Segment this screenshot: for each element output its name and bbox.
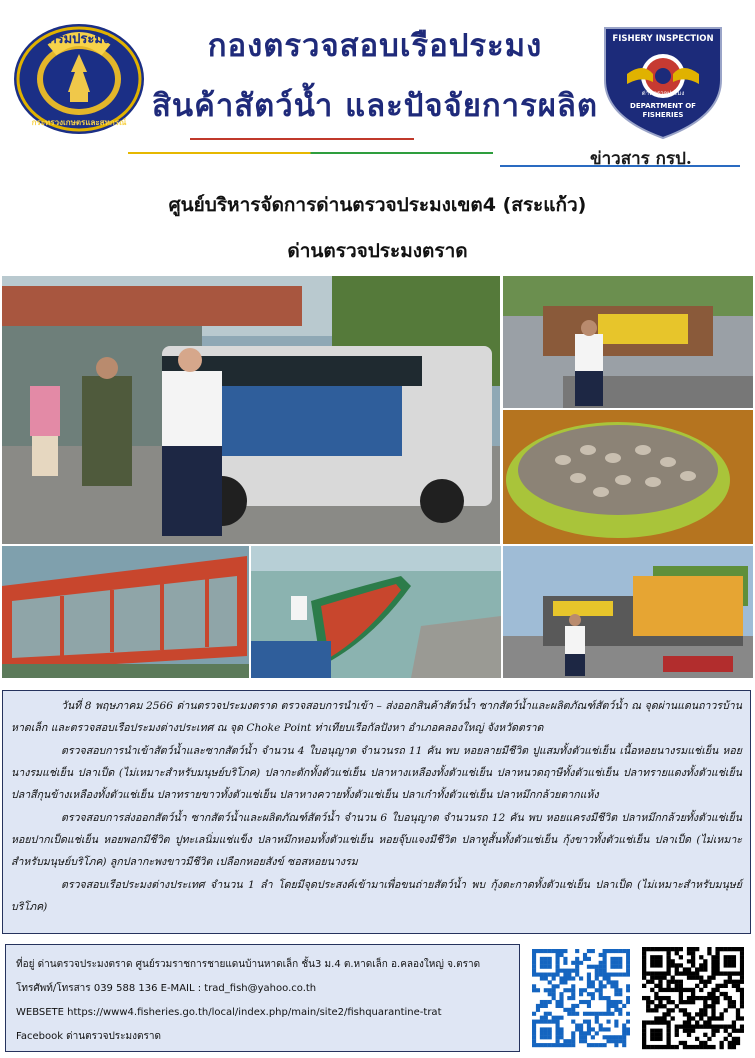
body-paragraph-3: ตรวจสอบการส่งออกสัตว์น้ำ ซากสัตว์น้ำและผลิตภัณฑ์สัตว์น้ำ จำนวน 6 ใบอนุญาต จำนวนรถ 12 คัน พบ หอยแครงมีชีวิต ปลาหมึกกล้วยทั้งตัวแช่เย็น หอยปากเป็ดแช่เย็น หอยพอกมีชีวิต ปูทะเลนิ่มแช่แข็ง ปลาหมึกหอมทั้งตัวแช่เย็น หอยจุ๊บแจงมีชีวิต ปลาทูสั้นทั้งตัวแช่เย็น กุ้งขาวทั้งตัวแช่เย็น ปลาเป็ด (ไม่เหมาะสำหรับมนุษย์บริโภค) ลูกปลากะพงขาวมีชีวิต เปลือกหอยสังข์ ซอสหอยนางรม [11,812,742,868]
body-paragraph-2: ตรวจสอบการนำเข้าสัตว์น้ำและซากสัตว์น้ำ จำนวน 4 ใบอนุญาต จำนวนรถ 11 คัน พบ หอยลายมีชีวิต ปูแสมทั้งตัวแช่เย็น เนื้อหอยนางรมแช่เย็น หอยนางรมแช่เย็น ปลาเป็ด (ไม่เหมาะสำหรับมนุษย์บริโภค) ปลากะตักทั้งตัวแช่เย็น ปลาหางเหลืองทั้งตัวแช่เย็น ปลาหนวดฤาษีทั้งตัวแช่เย็น ปลาทรายแดงทั้งตัวแช่เย็น ปลาสีกุนข้างเหลืองทั้งตัวแช่เย็น ปลาทรายขาวทั้งตัวแช่เย็น ปลาหางควายทั้งตัวแช่เย็น ปลาเก๋าทั้งตัวแช่เย็น ปลาหมึกกล้วยตากแห้ง [11,745,742,801]
news-body [2,690,751,934]
logo-top-text: กรมประมง [48,32,110,47]
subtitle-line1: ศูนย์บริหารจัดการด่านตรวจประมงเขต4 (สระแก้ว) [168,194,587,216]
badge-bottom-text: DEPARTMENT OF FISHERIES [630,102,696,119]
decor-line-yellow-green [128,152,493,154]
address-text: ที่อยู่ ด่านตรวจประมงตราด ศูนย์รวมราชการชายแดนบ้านหาดเล็ก ชั้น3 ม.4 ต.หาดเล็ก อ.คลองใหญ่ จ.ตราด [16,959,481,970]
logo-bottom-text: กระทรวงเกษตรและสหกรณ์ [31,118,127,127]
facebook-link[interactable]: Facebook ด่านตรวจประมงตราด [16,1031,161,1042]
body-paragraph-4: ตรวจสอบเรือประมงต่างประเทศ จำนวน 1 ลำ โดยมีจุดประสงค์เข้ามาเพื่อขนถ่ายสัตว์น้ำ พบ กุ้งตะกาดทั้งตัวแช่เย็น ปลาเป็ด (ไม่เหมาะสำหรับมนุษย์บริโภค) [11,879,742,913]
photo-boat-at-pier [251,546,501,678]
photo-pickup-truck-inspection [2,276,500,544]
qr-code-facebook[interactable] [642,944,744,1052]
photo-truck-loading [503,276,753,408]
fishery-inspection-badge-logo [597,22,729,140]
website-link[interactable]: WEBSETE https://www4.fisheries.go.th/local/index.php/main/site2/fishquarantine-trat [16,1007,442,1018]
photo-cargo-truck [503,546,753,678]
badge-center-text: ด่านตรวจประมง [641,90,685,97]
photo-shellfish-basket [503,410,753,544]
photo-boat-hull [2,546,249,678]
department-of-fisheries-logo [12,22,146,136]
body-paragraph-1: วันที่ 8 พฤษภาคม 2566 ด่านตรวจประมงตราด ตรวจสอบการนำเข้า – ส่งออกสินค้าสัตว์น้ำ ซากสัตว์น้ำและผลิตภัณฑ์สัตว์น้ำ ณ จุดผ่านแดนถาวรบ้านหาดเล็ก และตรวจสอบเรือประมงต่างประเทศ ณ จุด Choke Point ท่าเทียบเรือกัลปังหา อำเภอคลองใหญ่ จังหวัดตราด [11,700,742,734]
header-title-line2: สินค้าสัตว์น้ำ และปัจจัยการผลิต [151,88,599,124]
contact-text: โทรศัพท์/โทรสาร 039 588 136 E-MAIL : trad_fish@yahoo.co.th [16,983,317,994]
badge-top-text: FISHERY INSPECTION [612,34,714,44]
contact-footer [5,944,520,1052]
decor-line-red [190,138,414,140]
subtitle-line2: ด่านตรวจประมงตราด [287,240,468,262]
news-label: ข่าวสาร กรป. [590,149,692,169]
header-title-line1: กองตรวจสอบเรือประมง [207,28,543,64]
qr-code-website[interactable] [532,944,630,1052]
